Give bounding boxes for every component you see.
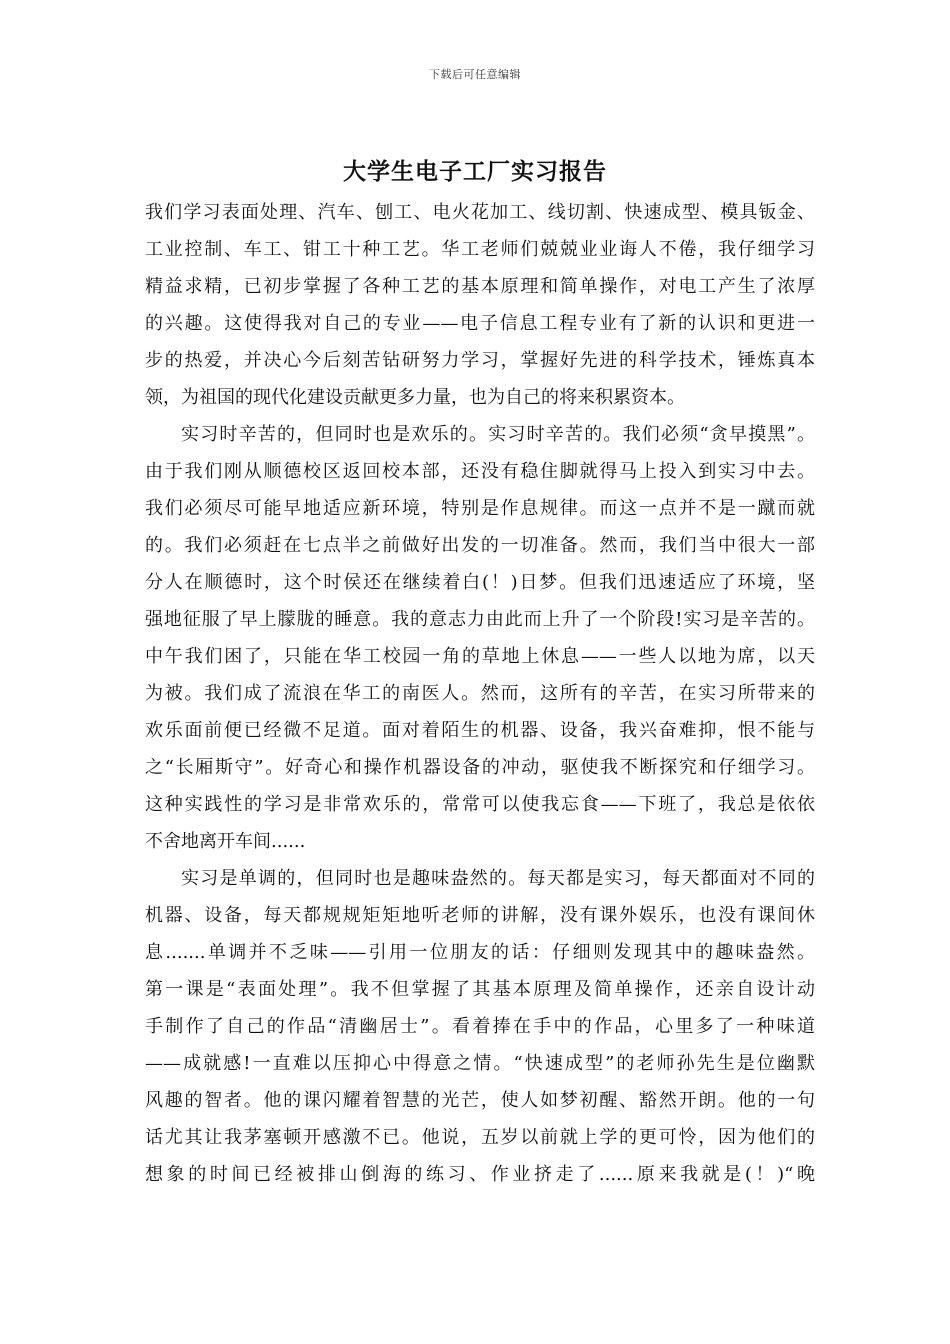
text-line: 这种实践性的学习是非常欢乐的，常常可以使我忘食——下班了，我总是依依 bbox=[145, 794, 815, 815]
document-title: 大学生电子工厂实习报告 bbox=[343, 159, 607, 185]
body-text bbox=[145, 194, 815, 1193]
text-line: 实习时辛苦的，但同时也是欢乐的。实习时辛苦的。我们必须“贪早摸黑”。 bbox=[181, 424, 815, 445]
text-line: 我们学习表面处理、汽车、刨工、电火花加工、线切割、快速成型、模具钣金、 bbox=[145, 202, 815, 223]
text-line: 息.......单调并不乏味——引用一位朋友的话：仔细则发现其中的趣味盎然。 bbox=[145, 942, 815, 963]
text-line: 的兴趣。这使得我对自己的专业——电子信息工程专业有了新的认识和更进一 bbox=[145, 313, 815, 334]
text-line: 步的热爱，并决心今后刻苦钻研努力学习，掌握好先进的科学技术，锤炼真本 bbox=[145, 350, 815, 371]
text-line: 之“长厢斯守”。好奇心和操作机器设备的冲动，驱使我不断探究和仔细学习。 bbox=[145, 757, 815, 778]
text-line: 中午我们困了，只能在华工校园一角的草地上休息——一些人以地为席，以天 bbox=[145, 646, 815, 667]
text-line: 机器、设备，每天都规规矩矩地听老师的讲解，没有课外娱乐，也没有课间休 bbox=[145, 905, 815, 926]
text-line: 领，为祖国的现代化建设贡献更多力量，也为自己的将来积累资本。 bbox=[145, 387, 685, 408]
text-line: 为被。我们成了流浪在华工的南医人。然而，这所有的辛苦，在实习所带来的 bbox=[145, 683, 815, 704]
header-note: 下载后可任意编辑 bbox=[429, 68, 521, 81]
text-line: 话尤其让我茅塞顿开感激不已。他说，五岁以前就上学的更可怜，因为他们的 bbox=[145, 1127, 815, 1148]
text-line: 第一课是“表面处理”。我不但掌握了其基本原理及简单操作，还亲自设计动 bbox=[145, 979, 815, 1000]
text-line: 的。我们必须赶在七点半之前做好出发的一切准备。然而，我们当中很大一部 bbox=[145, 535, 815, 556]
text-line: 欢乐面前便已经微不足道。面对着陌生的机器、设备，我兴奋难抑，恨不能与 bbox=[145, 720, 815, 741]
text-line: 工业控制、车工、钳工十种工艺。华工老师们兢兢业业诲人不倦，我仔细学习 bbox=[145, 239, 815, 260]
text-line: 我们必须尽可能早地适应新环境，特别是作息规律。而这一点并不是一蹴而就 bbox=[145, 498, 815, 519]
text-line: 分人在顺德时，这个时侯还在继续着白(！)日梦。但我们迅速适应了环境，坚 bbox=[145, 572, 815, 593]
text-line: 不舍地离开车间...... bbox=[145, 831, 306, 852]
text-line: 强地征服了早上朦胧的睡意。我的意志力由此而上升了一个阶段!实习是辛苦的。 bbox=[145, 609, 815, 630]
text-line: 手制作了自己的作品“清幽居士”。看着捧在手中的作品，心里多了一种味道 bbox=[145, 1016, 815, 1037]
text-line: 精益求精，已初步掌握了各种工艺的基本原理和简单操作，对电工产生了浓厚 bbox=[145, 276, 815, 297]
text-line: 由于我们刚从顺德校区返回校本部，还没有稳住脚就得马上投入到实习中去。 bbox=[145, 461, 815, 482]
text-line: 想象的时间已经被排山倒海的练习、作业挤走了......原来我就是(！)“晚 bbox=[145, 1164, 815, 1185]
text-line: 实习是单调的，但同时也是趣味盎然的。每天都是实习，每天都面对不同的 bbox=[181, 868, 815, 889]
text-line: ——成就感!一直难以压抑心中得意之情。“快速成型”的老师孙先生是位幽默 bbox=[145, 1053, 815, 1074]
text-line: 风趣的智者。他的课闪耀着智慧的光芒，使人如梦初醒、豁然开朗。他的一句 bbox=[145, 1090, 815, 1111]
